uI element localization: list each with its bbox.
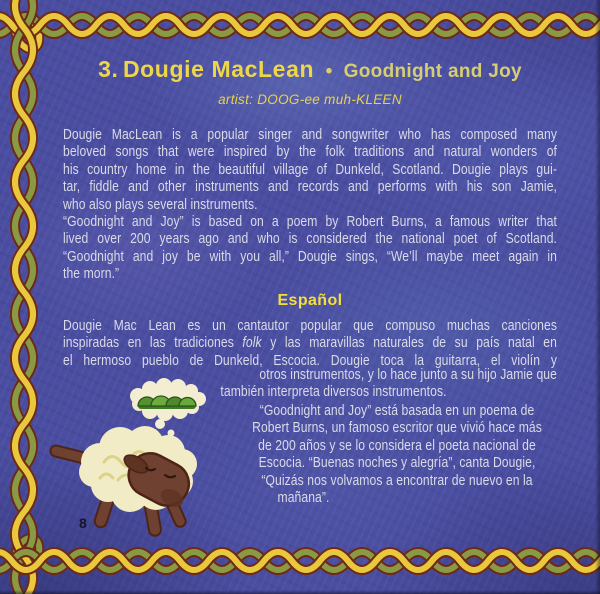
text-line: Escocia. “Buenas noches y alegría”, canta Dougie,: [258, 454, 536, 472]
text-line: otros instrumentos, y lo hace junto a su hijo Jamie que: [259, 366, 557, 383]
text-line: mañana”.: [277, 488, 330, 506]
track-number: 3.: [98, 56, 119, 82]
text-line: “Quizás nos volvamos a encontrar de nuevo en la: [261, 471, 533, 489]
bubble-dot-large: [155, 419, 165, 429]
text-segment: y las maravillas naturales de su país natal en: [261, 334, 557, 352]
title-separator: •: [325, 61, 333, 82]
sheep-muzzle: [158, 485, 187, 510]
text-line: [63, 334, 557, 351]
spanish-paragraph-2: [237, 402, 557, 506]
text-line: tar, fiddle and other instruments and records and performs with his son Jamie,: [63, 178, 557, 196]
sheep-wool-body: [79, 426, 197, 512]
spanish-paragraph-1-wrap: [190, 366, 557, 383]
sheep-head: [121, 446, 196, 513]
text-line: lived over 200 years ago and who is considered the national poet of Scotland.: [63, 230, 557, 248]
text-line: his country home in the beautiful village of Dunkeld, Scotland. Dougie plays gui-: [63, 160, 557, 178]
rope-top: [0, 16, 600, 34]
scan-edge-shadow-right: [595, 0, 600, 594]
text-line: who also plays several instruments.: [63, 195, 258, 213]
spanish-paragraph-1-wrap-end: [150, 383, 517, 400]
page-number: 8: [79, 515, 87, 531]
text-line: Dougie Mac Lean es un cantautor popular que compuso muchas canciones: [63, 317, 557, 334]
text-line: también interpreta diversos instrumentos.: [220, 383, 447, 400]
sheep-ear: [121, 451, 151, 476]
text-line: Robert Burns, un famoso escritor que vivió hace más: [252, 419, 542, 437]
english-paragraph-1: [63, 126, 557, 213]
text-line: beloved songs that were inspired by the folk traditions and natural wonders of: [63, 143, 557, 161]
artist-name: Dougie MacLean: [122, 56, 315, 82]
scan-edge-shadow-bottom: [0, 590, 600, 594]
text-line: de 200 años y se lo considera el poeta nacional de: [258, 436, 536, 454]
corner-loop-top-left: [10, 13, 44, 53]
rope-bottom: [0, 552, 600, 570]
bubble-dot-small: [168, 430, 175, 437]
wool-shading: [100, 452, 165, 486]
text-line: “Goodnight and Joy” está basada en un poema de: [259, 402, 535, 419]
italic-word-folk: folk: [242, 334, 262, 352]
rope-left: [15, 0, 33, 594]
text-line: Dougie MacLean is a popular singer and songwriter who has composed many: [63, 126, 557, 143]
text-segment: inspiradas en las tradiciones: [63, 334, 243, 352]
text-line: “Goodnight and Joy” is based on a poem by Robert Burns, a famous writer that: [63, 213, 557, 230]
song-title: Goodnight and Joy: [343, 61, 522, 82]
spanish-section-heading: Español: [277, 292, 343, 309]
track-title: [40, 56, 580, 83]
text-line: el hermoso pueblo de Dunkeld, Escocia. Dougie toca la guitarra, el violín y: [63, 351, 557, 369]
pronunciation-guide: artist: DOOG-ee muh-KLEEN: [218, 92, 402, 107]
text-line: “Goodnight and joy be with you all,” Dougie sings, “We’ll maybe meet again in: [63, 247, 557, 265]
sheep-legs: [49, 444, 187, 536]
sleeping-sheep-illustration: [49, 378, 206, 537]
text-line: the morn.”: [63, 265, 120, 283]
closed-eyes: [146, 468, 175, 477]
english-paragraph-2: [63, 213, 557, 283]
spanish-paragraph-1: [63, 317, 557, 369]
corner-loop-bottom-left: [10, 534, 44, 574]
